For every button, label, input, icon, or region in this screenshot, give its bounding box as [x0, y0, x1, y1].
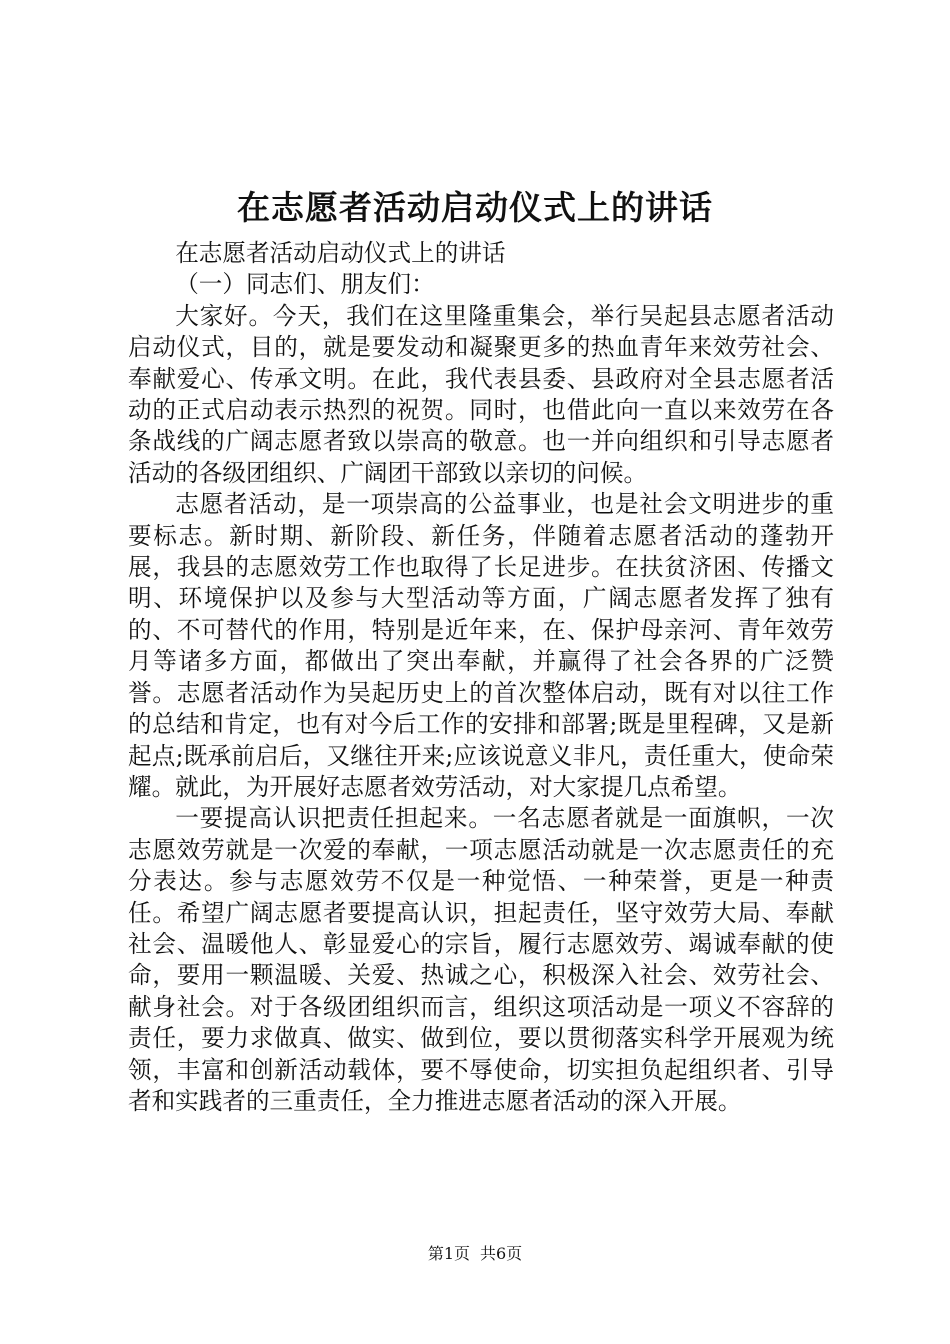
body-paragraph: 大家好。今天，我们在这里隆重集会，举行吴起县志愿者活动启动仪式，目的，就是要发动和凝聚更多的热血青年来效劳社会、奉献爱心、传承文明。在此，我代表县委、县政府对全县志愿者活动的正式启动表示热烈的祝贺。同时，也借此向一直以来效劳在各条战线的广阔志愿者致以崇高的敬意。也一并向组织和引导志愿者活动的各级团组织、广阔团干部致以亲切的问候。: [128, 301, 834, 487]
document-body: [128, 238, 834, 1117]
body-paragraph: 一要提高认识把责任担起来。一名志愿者就是一面旗帜，一次志愿效劳就是一次爱的奉献，一项志愿活动就是一次志愿责任的充分表达。参与志愿效劳不仅是一种觉悟、一种荣誉，更是一种责任。希望广阔志愿者要提高认识，担起责任，坚守效劳大局、奉献社会、温暖他人、彰显爱心的宗旨，履行志愿效劳、竭诚奉献的使命，要用一颗温暖、关爱、热诚之心，积极深入社会、效劳社会、献身社会。对于各级团组织而言，组织这项活动是一项义不容辞的责任，要力求做真、做实、做到位，要以贯彻落实科学开展观为统领，丰富和创新活动载体，要不辱使命，切实担负起组织者、引导者和实践者的三重责任，全力推进志愿者活动的深入开展。: [128, 804, 834, 1115]
page-total: 共6页: [480, 1244, 523, 1263]
salutation-paragraph: （一）同志们、朋友们：: [175, 270, 435, 299]
page-number: 第1页: [427, 1244, 470, 1263]
document-title: 在志愿者活动启动仪式上的讲话: [237, 188, 713, 227]
body-paragraph: 志愿者活动，是一项崇高的公益事业，也是社会文明进步的重要标志。新时期、新阶段、新任务，伴随着志愿者活动的蓬勃开展，我县的志愿效劳工作也取得了长足进步。在扶贫济困、传播文明、环境保护以及参与大型活动等方面，广阔志愿者发挥了独有的、不可替代的作用，特别是近年来，在、保护母亲河、青年效劳月等诸多方面，都做出了突出奉献，并赢得了社会各界的广泛赞誉。志愿者活动作为吴起历史上的首次整体启动，既有对以往工作的总结和肯定，也有对今后工作的安排和部署;既是里程碑，又是新起点;既承前启后，又继往开来;应该说意义非凡，责任重大，使命荣耀。就此，为开展好志愿者效劳活动，对大家提几点希望。: [128, 490, 834, 801]
subtitle-paragraph: 在志愿者活动启动仪式上的讲话: [175, 239, 506, 267]
page-footer: [0, 1243, 950, 1265]
